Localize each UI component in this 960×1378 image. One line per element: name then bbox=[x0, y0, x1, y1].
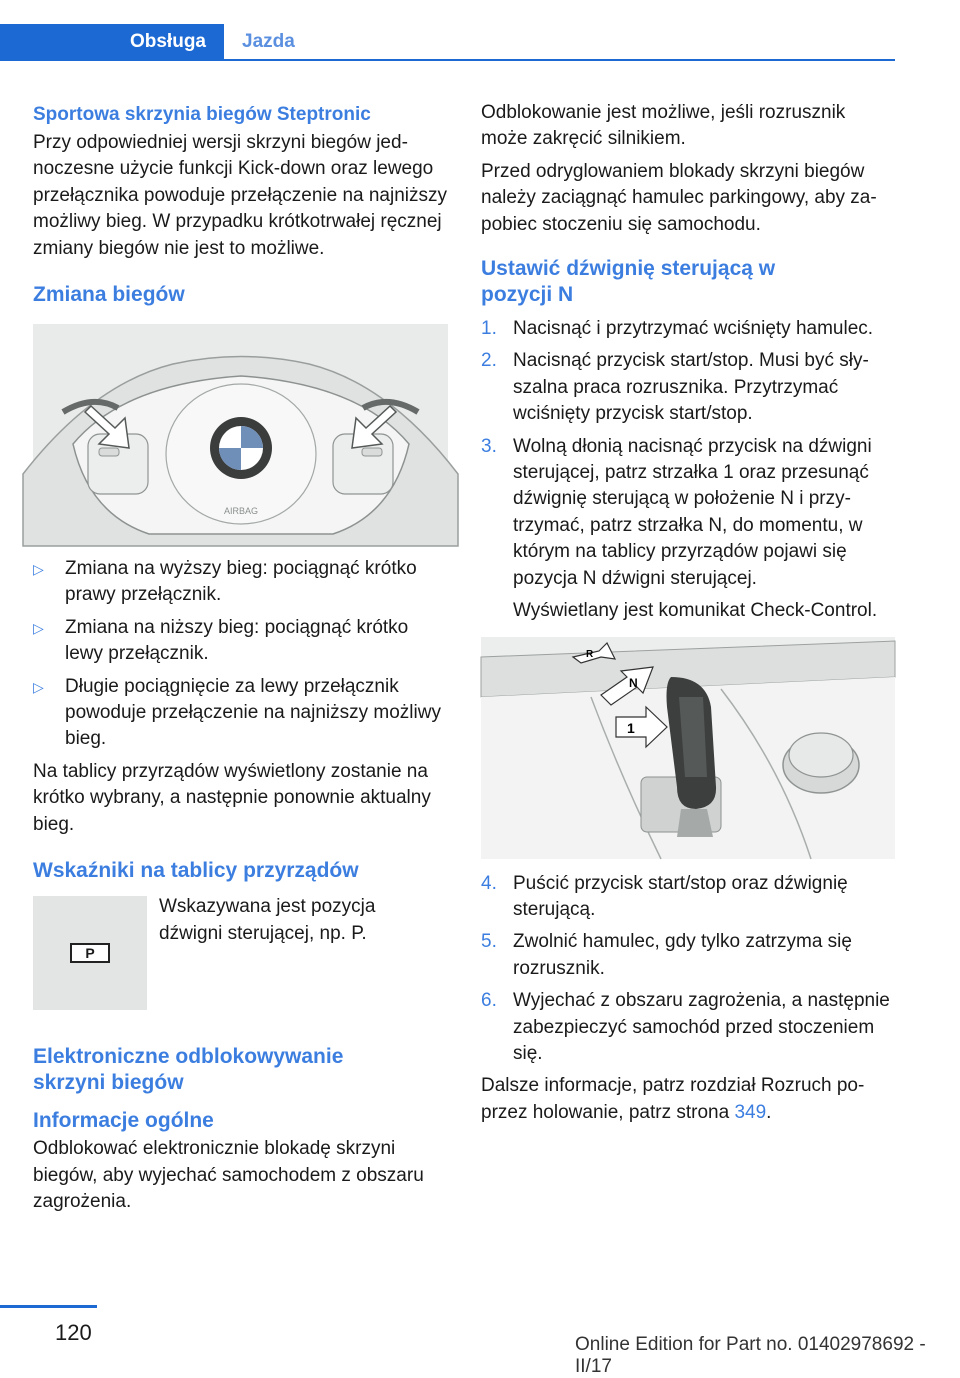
steps-list-b bbox=[481, 871, 896, 1068]
airbag-text: AIRBAG bbox=[223, 506, 259, 517]
figure-label-n: N bbox=[629, 675, 638, 690]
indicators-heading: Wskaźniki na tablicy przyrządów bbox=[33, 859, 359, 883]
check-control-note: Wyświetlany jest komunikat Check-Control. bbox=[513, 600, 878, 622]
set-n-heading: Ustawić dźwignię sterującą w pozycji N bbox=[481, 257, 776, 307]
list-item: 6. Wyjechać z obszaru zagrożenia, a następnie zabezpieczyć samochód przed stoczeniem się. bbox=[481, 990, 890, 1064]
figure-label-r: R bbox=[586, 648, 594, 660]
gear-p-icon: P bbox=[70, 943, 110, 963]
steps-list-a bbox=[481, 316, 896, 592]
tab-obsluga[interactable]: Obsługa bbox=[0, 24, 224, 60]
triangle-bullet-icon: ▷ bbox=[33, 561, 44, 578]
list-item: 4. Puścić przycisk start/stop oraz dźwignię sterującą. bbox=[481, 872, 848, 920]
edition-text: Online Edition for Part no. 01402978692 - II/17 bbox=[575, 1334, 926, 1377]
gear-lever-figure bbox=[481, 637, 895, 859]
gear-lever-illustration bbox=[481, 637, 895, 859]
parking-brake-text: Przed odryglowaniem blokady skrzyni biegów należy zaciągnąć hamulec parkingowy, aby zapobiec stoczeniu się samochodu. bbox=[481, 160, 877, 235]
gear-change-heading: Zmiana biegów bbox=[33, 283, 185, 307]
steptronic-heading: Sportowa skrzynia biegów Steptronic bbox=[33, 104, 371, 125]
general-heading: Informacje ogólne bbox=[33, 1109, 214, 1133]
list-item: 3. Wolną dłonią nacisnąć przycisk na dźwigni sterującej, patrz strzałka 1 oraz przesunąć dźwignię sterującą w położenie N i przytrzymać, patrz strzałka N, do momentu, w którym na tablicy przyrządów pojawi się pozycja N dźwigni sterującej. bbox=[481, 435, 872, 589]
figure-label-1: 1 bbox=[627, 719, 635, 736]
steptronic-text: Przy odpowiedniej wersji skrzyni biegów jednoczesne użycie funkcji Kick-down oraz lewego przełącznika powoduje przełączenie na najniższy możliwy bieg. W przypadku krótkotrwałej ręcznej zmiany biegów nie jest to możliwe. bbox=[33, 132, 448, 259]
left-column bbox=[33, 100, 448, 1221]
list-item: ▷ Zmiana na wyższy bieg: pociągnąć krótko prawy przełącznik. bbox=[33, 558, 417, 606]
list-item: 5. Zwolnić hamulec, gdy tylko zatrzyma się rozrusznik. bbox=[481, 931, 852, 979]
list-item: ▷ Długie pociągnięcie za lewy przełącznik powoduje przełączenie na najniższy możliwy bieg. bbox=[33, 675, 441, 750]
footer-rule bbox=[0, 1305, 97, 1308]
general-text: Odblokować elektronicznie blokadę skrzyni biegów, aby wyjechać samochodem z obszaru zagrożenia. bbox=[33, 1138, 424, 1212]
indicator-figure bbox=[33, 896, 147, 1010]
triangle-bullet-icon: ▷ bbox=[33, 619, 44, 636]
list-item: ▷ Zmiana na niższy bieg: pociągnąć krótko lewy przełącznik. bbox=[33, 616, 409, 665]
gear-change-list bbox=[33, 556, 448, 753]
page-number: 120 bbox=[55, 1320, 92, 1345]
list-item: 1. Nacisnąć i przytrzymać wciśnięty hamulec. bbox=[481, 318, 874, 340]
further-info-text: Dalsze informacje, patrz rozdział Rozruch poprzez holowanie, patrz strona 349. bbox=[481, 1075, 865, 1123]
gear-display-text: Na tablicy przyrządów wyświetlony zostanie na krótko wybrany, a następnie ponownie aktualny bieg. bbox=[33, 760, 431, 835]
tab-jazda[interactable]: Jazda bbox=[242, 31, 295, 52]
indicator-text: Wskazywana jest pozycja dźwigni sterującej, np. P. bbox=[159, 896, 376, 944]
page-link[interactable]: 349 bbox=[734, 1101, 767, 1123]
steering-wheel-illustration bbox=[33, 324, 448, 546]
list-item: 2. Nacisnąć przycisk start/stop. Musi być słyszalna praca rozrusznika. Przytrzymać wciśnięty przycisk start/stop. bbox=[481, 350, 869, 425]
steering-wheel-figure bbox=[33, 324, 448, 546]
unlock-possible-text: Odblokowanie jest możliwe, jeśli rozrusznik może zakręcić silnikiem. bbox=[481, 102, 846, 150]
triangle-bullet-icon: ▷ bbox=[33, 678, 44, 695]
section-tabs bbox=[0, 0, 895, 60]
tab-underline bbox=[0, 59, 895, 61]
right-column bbox=[481, 100, 896, 1132]
indicator-block bbox=[33, 894, 448, 1014]
unlock-heading: Elektroniczne odblokowywanie skrzyni biegów bbox=[33, 1045, 344, 1095]
